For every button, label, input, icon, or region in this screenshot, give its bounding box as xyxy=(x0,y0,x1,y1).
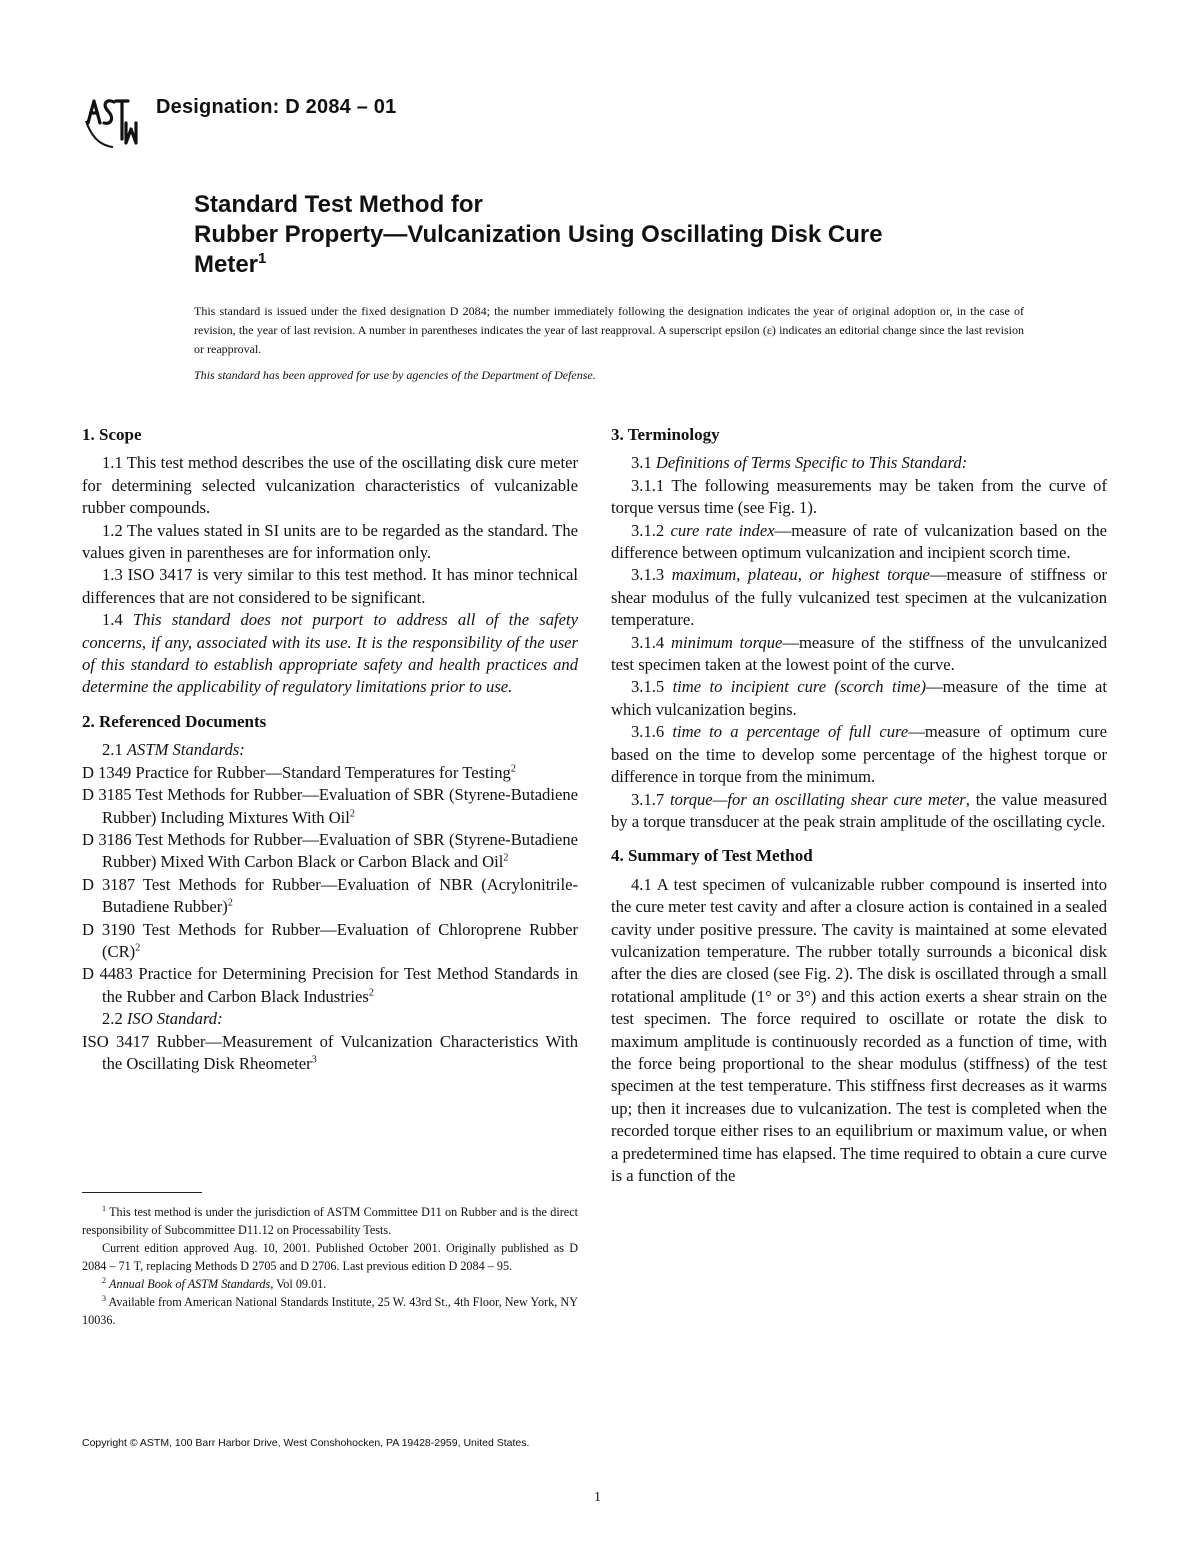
title-footnote-mark: 1 xyxy=(258,250,267,267)
astm-logo xyxy=(84,93,142,151)
reference-text: D 3185 Test Methods for Rubber—Evaluation of SBR (Styrene-Butadiene Rubber) Including Mixtures With Oil xyxy=(82,785,578,827)
term-def: —measure of stiffness or shear modulus of the fully vulcanized test specimen at the vulcanization temperature. xyxy=(611,565,1107,630)
footnote-3-mark: 3 xyxy=(102,1293,106,1303)
reference-text: D 3186 Test Methods for Rubber—Evaluation of SBR (Styrene-Butadiene Rubber) Mixed With Carbon Black or Carbon Black and Oil xyxy=(82,829,578,872)
reference-text: D 1349 Practice for Rubber—Standard Temperatures for Testing xyxy=(82,762,511,782)
reference-footnote-mark: 2 xyxy=(503,852,509,864)
term-number: 3.1.2 xyxy=(631,520,665,540)
reference-text: D 3187 Test Methods for Rubber—Evaluation of NBR (Acrylonitrile-Butadiene Rubber) xyxy=(82,874,578,917)
astm-standards-text: ASTM Standards: xyxy=(126,740,245,760)
reference-footnote-mark: 2 xyxy=(227,897,233,909)
section-4-heading: 4. Summary of Test Method xyxy=(611,846,813,866)
term-def: —measure of the time at which vulcanization begins. xyxy=(611,677,1107,719)
term-def: —measure of optimum cure based on the time to develop some percentage of the highest torque or difference in torque from the minimum. xyxy=(611,722,1107,787)
footnote-separator xyxy=(82,1192,202,1193)
reference-footnote-mark: 2 xyxy=(349,807,355,819)
term-def: —measure of rate of vulcanization based on the difference between optimum vulcanization and incipient scorch time. xyxy=(611,520,1107,563)
section-1-heading: 1. Scope xyxy=(82,425,142,444)
para-3-1-1: 3.1.1 The following measurements may be taken from the curve of torque versus time (see Fig. 1). xyxy=(611,475,1107,518)
iso-reference-item xyxy=(82,1031,578,1076)
footnotes xyxy=(82,1203,578,1329)
term-definition xyxy=(611,676,1107,721)
document-title xyxy=(194,190,1054,280)
reference-footnote-mark: 2 xyxy=(510,763,516,775)
reference-item xyxy=(82,829,578,874)
reference-item xyxy=(82,784,578,829)
reference-item xyxy=(82,963,578,1008)
section-3-heading: 3. Terminology xyxy=(611,425,720,444)
footnote-2-mark: 2 xyxy=(102,1275,106,1285)
term-number: 3.1.7 xyxy=(631,789,665,809)
term-definition xyxy=(611,721,1107,788)
footnote-2-text: , Vol 09.01. xyxy=(270,1277,327,1291)
astm-standards-number: 2.1 xyxy=(102,740,123,760)
footnote-1-mark: 1 xyxy=(102,1203,106,1213)
term-definition xyxy=(611,632,1107,677)
title-line-3-text: Meter xyxy=(194,251,259,278)
title-line-2: Rubber Property—Vulcanization Using Oscillating Disk Cure xyxy=(194,221,883,248)
term-name: torque—for an oscillating shear cure meter xyxy=(669,789,966,809)
designation: Designation: D 2084 – 01 xyxy=(156,96,397,118)
title-line-1: Standard Test Method for xyxy=(194,191,483,218)
reference-text: ISO 3417 Rubber—Measurement of Vulcanization Characteristics With the Oscillating Disk Rheometer xyxy=(82,1031,578,1073)
footnote-3-text: Available from American National Standards Institute, 25 W. 43rd St., 4th Floor, New York, NY 10036. xyxy=(82,1295,578,1327)
term-name: time to incipient cure (scorch time) xyxy=(672,677,927,697)
term-name: minimum torque xyxy=(671,632,783,652)
term-number: 3.1.6 xyxy=(631,722,665,742)
reference-item xyxy=(82,874,578,919)
reference-item xyxy=(82,762,578,784)
left-column xyxy=(82,424,578,1075)
right-column xyxy=(611,424,1107,1187)
para-3-1 xyxy=(611,452,1107,474)
para-1-3: 1.3 ISO 3417 is very similar to this test method. It has minor technical differences that are not considered to be significant. xyxy=(82,565,578,607)
page-number: 1 xyxy=(594,1490,601,1505)
footnote-2-italic: Annual Book of ASTM Standards xyxy=(109,1277,271,1291)
para-3-1-text: Definitions of Terms Specific to This Standard: xyxy=(655,453,968,473)
term-name: time to a percentage of full cure xyxy=(672,722,909,742)
title-line-3 xyxy=(194,250,1054,280)
term-def: —measure of the stiffness of the unvulcanized test specimen taken at the lowest point of the curve. xyxy=(611,632,1107,675)
term-number: 3.1.4 xyxy=(631,632,665,652)
footnote-1-edition: Current edition approved Aug. 10, 2001. Published October 2001. Originally published as D 2084 – 71 T, replacing Methods D 2705 and D 2706. Last previous edition D 2084 – 95. xyxy=(82,1241,578,1273)
reference-footnote-mark: 2 xyxy=(368,987,374,999)
dod-approval: This standard has been approved for use by agencies of the Department of Defense. xyxy=(194,368,596,382)
term-definition xyxy=(611,789,1107,834)
astm-standards-label xyxy=(82,739,578,761)
section-2-heading: 2. Referenced Documents xyxy=(82,711,267,731)
footnote-3 xyxy=(82,1293,578,1329)
footnote-1 xyxy=(82,1203,578,1239)
footnote-2 xyxy=(82,1275,578,1293)
iso-standard-label xyxy=(82,1008,578,1030)
copyright: Copyright © ASTM, 100 Barr Harbor Drive, West Conshohocken, PA 19428-2959, United States. xyxy=(82,1437,530,1449)
reference-text: D 3190 Test Methods for Rubber—Evaluation of Chloroprene Rubber (CR) xyxy=(82,919,578,961)
reference-footnote-mark: 3 xyxy=(311,1054,317,1066)
term-name: maximum, plateau, or highest torque xyxy=(671,565,930,585)
reference-list xyxy=(82,762,578,1008)
term-def: , the value measured by a torque transducer at the peak strain amplitude of the oscillating cycle. xyxy=(611,789,1107,831)
term-definition xyxy=(611,564,1107,631)
iso-standard-number: 2.2 xyxy=(102,1009,123,1029)
para-4-1: 4.1 A test specimen of vulcanizable rubber compound is inserted into the cure meter test cavity and after a closure action is contained in a sealed cavity under positive pressure. The cavity is maintained at some elevated vulcanization temperature. The rubber totally surrounds a biconical disk after the dies are closed (see Fig. 2). The disk is oscillated through a small rotational amplitude (1° or 3°) and this action exerts a shear strain on the test specimen. The force required to oscillate or rotate the disk to maximum amplitude is continuously recorded as a function of time, with the force being proportional to the shear modulus (stiffness) of the test specimen at the test temperature. This stiffness first decreases as it warms up; then it increases due to vulcanization. The test is completed when the recorded torque either rises to an equilibrium or maximum value, or when a predetermined time has elapsed. The time required to obtain a cure curve is a function of the xyxy=(611,874,1107,1185)
reference-footnote-mark: 2 xyxy=(135,942,141,954)
footnote-1-text: This test method is under the jurisdiction of ASTM Committee D11 on Rubber and is the direct responsibility of Subcommittee D11.12 on Processability Tests. xyxy=(82,1205,578,1237)
term-definition xyxy=(611,520,1107,565)
iso-standard-text: ISO Standard: xyxy=(126,1009,223,1029)
para-1-2: 1.2 The values stated in SI units are to be regarded as the standard. The values given in parentheses are for information only. xyxy=(82,520,578,563)
standard-notice: This standard is issued under the fixed designation D 2084; the number immediately following the designation indicates the year of original adoption or, in the case of revision, the year of last revision. A number in parentheses indicates the year of last reapproval. A superscript epsilon (ε) indicates an editorial change since the last revision or reapproval. xyxy=(194,304,1024,356)
reference-text: D 4483 Practice for Determining Precision for Test Method Standards in the Rubber and Carbon Black Industries xyxy=(82,964,578,1006)
para-1-4 xyxy=(82,609,578,699)
term-name: cure rate index xyxy=(670,520,775,540)
para-1-4-number: 1.4 xyxy=(102,610,123,630)
para-3-1-number: 3.1 xyxy=(631,453,652,473)
term-number: 3.1.5 xyxy=(631,677,665,697)
term-number: 3.1.3 xyxy=(631,565,665,585)
para-1-1: 1.1 This test method describes the use of the oscillating disk cure meter for determining selected vulcanization characteristics of vulcanizable rubber compounds. xyxy=(82,453,578,518)
reference-item xyxy=(82,919,578,964)
para-1-4-text: This standard does not purport to address all of the safety concerns, if any, associated with its use. It is the responsibility of the user of this standard to establish appropriate safety and health practices and determine the applicability of regulatory limitations prior to use. xyxy=(82,610,578,697)
